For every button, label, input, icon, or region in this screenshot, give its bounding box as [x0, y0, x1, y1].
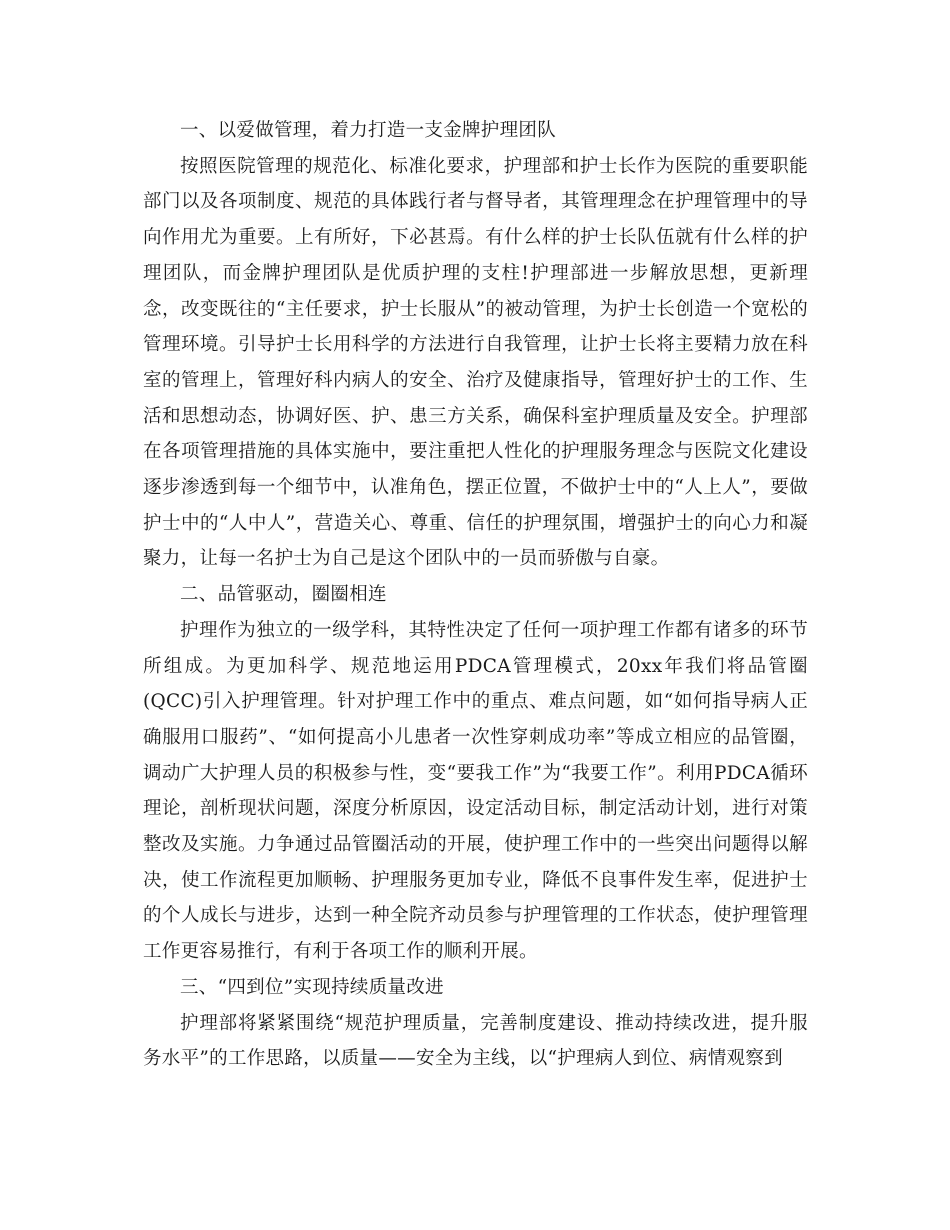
section-heading-3: 三、“四到位”实现持续质量改进 — [180, 976, 444, 998]
document-body — [143, 113, 808, 1077]
section-paragraph-3: 护理部将紧紧围绕“规范护理质量，完善制度建设、推动持续改进，提升服务水平”的工作思路，以质量——安全为主线，以“护理病人到位、病情观察到 — [143, 1012, 808, 1070]
section-paragraph-2: 护理作为独立的一级学科，其特性决定了任何一项护理工作都有诸多的环节所组成。为更加科学、规范地运用PDCA管理模式，20xx年我们将品管圈(QCC)引入护理管理。针对护理工作中的重点、难点问题，如“如何指导病人正确服用口服药”、“如何提高小儿患者一次性穿刺成功率”等成立相应的品管圈，调动广大护理人员的积极参与性，变“要我工作”为“我要工作”。利用PDCA循环理论，剖析现状问题，深度分析原因，设定活动目标，制定活动计划，进行对策整改及实施。力争通过品管圈活动的开展，使护理工作中的一些突出问题得以解决，使工作流程更加顺畅、护理服务更加专业，降低不良事件发生率，促进护士的个人成长与进步，达到一种全院齐动员参与护理管理的工作状态，使护理管理工作更容易推行，有利于各项工作的顺利开展。 — [143, 619, 808, 963]
section-heading-2: 二、品管驱动，圈圈相连 — [180, 584, 387, 606]
section-heading-1: 一、以爱做管理，着力打造一支金牌护理团队 — [180, 120, 557, 141]
section-paragraph-1: 按照医院管理的规范化、标准化要求，护理部和护士长作为医院的重要职能部门以及各项制度、规范的具体践行者与督导者，其管理理念在护理管理中的导向作用尤为重要。上有所好，下必甚焉。有什么样的护士长队伍就有什么样的护理团队，而金牌护理团队是优质护理的支柱!护理部进一步解放思想，更新理念，改变既往的“主任要求，护士长服从”的被动管理，为护士长创造一个宽松的管理环境。引导护士长用科学的方法进行自我管理，让护士长将主要精力放在科室的管理上，管理好科内病人的安全、治疗及健康指导，管理好护士的工作、生活和思想动态，协调好医、护、患三方关系，确保科室护理质量及安全。护理部在各项管理措施的具体实施中，要注重把人性化的护理服务理念与医院文化建设逐步渗透到每一个细节中，认准角色，摆正位置，不做护士中的“人上人”，要做护士中的“人中人”，营造关心、尊重、信任的护理氛围，增强护士的向心力和凝聚力，让每一名护士为自己是这个团队中的一员而骄傲与自豪。 — [143, 155, 808, 570]
